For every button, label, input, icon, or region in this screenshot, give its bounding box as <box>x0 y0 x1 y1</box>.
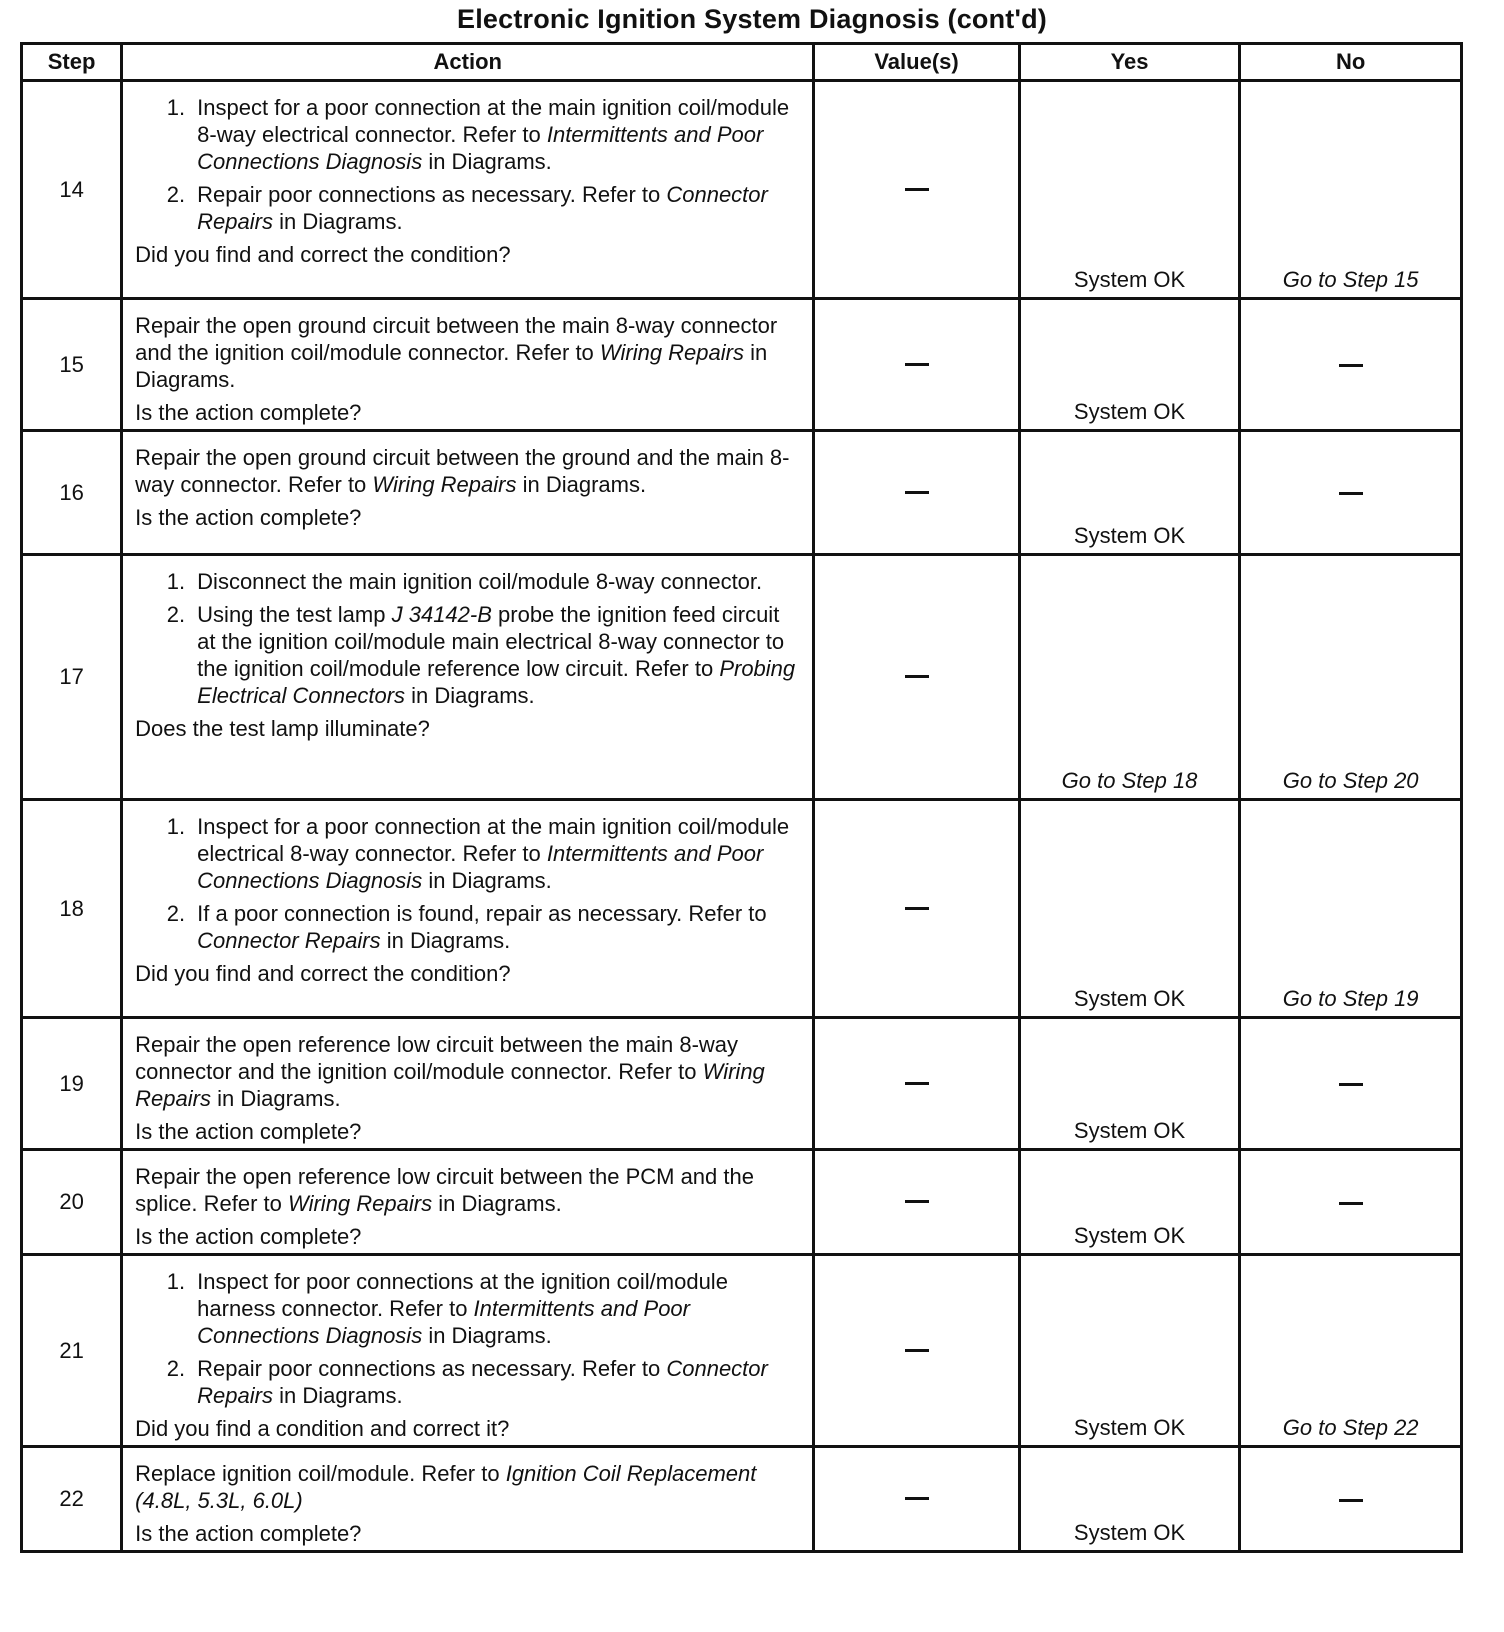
yes-result: System OK <box>1019 1150 1240 1255</box>
step-number: 20 <box>22 1150 122 1255</box>
action-question: Is the action complete? <box>135 1119 362 1144</box>
action-steps-list <box>135 1268 800 1409</box>
action-cell <box>122 800 814 1018</box>
reference-text: Connector Repairs <box>197 1356 768 1408</box>
action-cell <box>122 1150 814 1255</box>
diagnosis-table <box>20 42 1463 1553</box>
action-steps-list <box>135 813 800 954</box>
action-text: Disconnect the main ignition coil/module 8-way connector. <box>197 569 763 594</box>
table-row <box>22 431 1462 555</box>
yes-result: System OK <box>1019 1255 1240 1447</box>
action-text: in Diagrams. <box>135 340 768 392</box>
no-dash <box>1339 1499 1363 1502</box>
page-title: Electronic Ignition System Diagnosis (cont'd) <box>457 4 1047 34</box>
action-step-item <box>191 1268 800 1349</box>
value-cell <box>814 431 1019 555</box>
action-steps-list <box>135 94 800 235</box>
reference-text: Intermittents and Poor Connections Diagnosis <box>197 841 764 893</box>
action-text: in Diagrams. <box>380 928 511 953</box>
no-dash <box>1339 1083 1363 1086</box>
action-description <box>135 1163 800 1217</box>
action-text: Using the test lamp <box>197 602 392 627</box>
action-cell <box>122 81 814 299</box>
value-dash <box>905 907 929 910</box>
value-cell <box>814 81 1019 299</box>
yes-result: System OK <box>1019 1018 1240 1150</box>
action-text: Inspect for poor connections at the ignition coil/module harness connector. Refer to <box>197 1269 728 1321</box>
action-cell <box>122 1018 814 1150</box>
value-dash <box>905 491 929 494</box>
table-row <box>22 81 1462 299</box>
action-text: Repair poor connections as necessary. Refer to <box>197 182 667 207</box>
action-question: Is the action complete? <box>135 400 362 425</box>
yes-result: System OK <box>1019 299 1240 431</box>
value-cell <box>814 1018 1019 1150</box>
action-question: Is the action complete? <box>135 505 362 530</box>
action-steps-list <box>135 568 800 709</box>
action-text: in Diagrams. <box>422 149 552 174</box>
action-question: Is the action complete? <box>135 1521 362 1546</box>
table-row <box>22 1018 1462 1150</box>
reference-text: Connector Repairs <box>197 928 381 953</box>
yes-result: Go to Step 18 <box>1019 555 1240 800</box>
reference-text: Wiring Repairs <box>135 1059 765 1111</box>
step-number: 18 <box>22 800 122 1018</box>
action-text: in Diagrams. <box>272 1383 403 1408</box>
action-step-item <box>191 900 800 954</box>
yes-result: System OK <box>1019 1447 1240 1552</box>
no-result: Go to Step 15 <box>1240 81 1462 299</box>
table-header-row <box>22 44 1462 81</box>
no-dash <box>1339 364 1363 367</box>
action-text: Inspect for a poor connection at the main ignition coil/module electrical 8-way connector. Refer to <box>197 814 790 866</box>
header-no: No <box>1240 44 1462 81</box>
no-result <box>1240 1150 1462 1255</box>
action-text: Repair poor connections as necessary. Refer to <box>197 1356 667 1381</box>
step-number: 15 <box>22 299 122 431</box>
header-yes: Yes <box>1019 44 1240 81</box>
action-text: Replace ignition coil/module. Refer to <box>135 1461 506 1486</box>
action-step-item <box>191 94 800 175</box>
header-values: Value(s) <box>814 44 1019 81</box>
step-number: 21 <box>22 1255 122 1447</box>
no-result: Go to Step 19 <box>1240 800 1462 1018</box>
reference-text: Ignition Coil Replacement (4.8L, 5.3L, 6.0L) <box>135 1461 757 1513</box>
value-cell <box>814 1447 1019 1552</box>
action-step-item <box>191 181 800 235</box>
action-step-item <box>191 601 800 709</box>
table-row <box>22 299 1462 431</box>
yes-result: System OK <box>1019 81 1240 299</box>
action-description <box>135 1031 800 1112</box>
reference-text: Intermittents and Poor Connections Diagnosis <box>197 1296 690 1348</box>
action-step-item <box>191 1355 800 1409</box>
header-step: Step <box>22 44 122 81</box>
reference-text: J 34142-B <box>391 602 492 627</box>
value-cell <box>814 1150 1019 1255</box>
yes-result: System OK <box>1019 431 1240 555</box>
action-text: in Diagrams. <box>516 472 647 497</box>
no-dash <box>1339 492 1363 495</box>
step-number: 17 <box>22 555 122 800</box>
table-row <box>22 1150 1462 1255</box>
action-description <box>135 312 800 393</box>
action-cell <box>122 431 814 555</box>
action-text: in Diagrams. <box>272 209 403 234</box>
action-text: in Diagrams. <box>210 1086 341 1111</box>
value-dash <box>905 1200 929 1203</box>
table-row <box>22 1447 1462 1552</box>
action-question: Did you find a condition and correct it? <box>135 1416 510 1441</box>
value-dash <box>905 675 929 678</box>
value-dash <box>905 363 929 366</box>
reference-text: Intermittents and Poor Connections Diagnosis <box>197 122 764 174</box>
action-text: Repair the open ground circuit between the ground and the main 8-way connector. Refer to <box>135 445 790 497</box>
table-body <box>22 81 1462 1552</box>
action-text: in Diagrams. <box>432 1191 562 1216</box>
value-dash <box>905 188 929 191</box>
action-description <box>135 1460 800 1514</box>
no-result <box>1240 299 1462 431</box>
table-row <box>22 1255 1462 1447</box>
action-question: Did you find and correct the condition? <box>135 961 511 986</box>
no-dash <box>1339 1202 1363 1205</box>
action-question: Does the test lamp illuminate? <box>135 716 430 741</box>
value-cell <box>814 1255 1019 1447</box>
action-cell <box>122 1255 814 1447</box>
step-number: 16 <box>22 431 122 555</box>
action-text: Repair the open reference low circuit between the main 8-way connector and the ignition coil/module connector. Refer to <box>135 1032 739 1084</box>
action-text: Repair the open ground circuit between the main 8-way connector and the ignition coil/module connector. Refer to <box>135 313 778 365</box>
action-step-item <box>191 568 800 595</box>
value-cell <box>814 299 1019 431</box>
action-question: Is the action complete? <box>135 1224 362 1249</box>
value-cell <box>814 555 1019 800</box>
action-text: in Diagrams. <box>405 683 535 708</box>
no-result <box>1240 1447 1462 1552</box>
action-text: in Diagrams. <box>422 868 552 893</box>
value-dash <box>905 1349 929 1352</box>
value-cell <box>814 800 1019 1018</box>
step-number: 19 <box>22 1018 122 1150</box>
no-result: Go to Step 20 <box>1240 555 1462 800</box>
no-result: Go to Step 22 <box>1240 1255 1462 1447</box>
action-text: probe the ignition feed circuit at the ignition coil/module main electrical 8-way connector to the ignition coil/module reference low circuit. Refer to <box>197 602 785 681</box>
reference-text: Wiring Repairs <box>599 340 744 365</box>
action-text: If a poor connection is found, repair as necessary. Refer to <box>197 901 767 926</box>
action-cell <box>122 1447 814 1552</box>
action-question: Did you find and correct the condition? <box>135 242 511 267</box>
no-result <box>1240 1018 1462 1150</box>
action-description <box>135 444 800 498</box>
header-action: Action <box>122 44 814 81</box>
step-number: 14 <box>22 81 122 299</box>
action-text: Inspect for a poor connection at the main ignition coil/module 8-way electrical connector. Refer to <box>197 95 790 147</box>
no-result <box>1240 431 1462 555</box>
reference-text: Probing Electrical Connectors <box>197 656 796 708</box>
reference-text: Wiring Repairs <box>288 1191 433 1216</box>
action-step-item <box>191 813 800 894</box>
action-text: in Diagrams. <box>422 1323 552 1348</box>
action-cell <box>122 555 814 800</box>
table-row <box>22 555 1462 800</box>
action-cell <box>122 299 814 431</box>
reference-text: Connector Repairs <box>197 182 768 234</box>
yes-result: System OK <box>1019 800 1240 1018</box>
table-row <box>22 800 1462 1018</box>
reference-text: Wiring Repairs <box>372 472 517 497</box>
step-number: 22 <box>22 1447 122 1552</box>
value-dash <box>905 1082 929 1085</box>
action-text: Repair the open reference low circuit between the PCM and the splice. Refer to <box>135 1164 754 1216</box>
value-dash <box>905 1497 929 1500</box>
